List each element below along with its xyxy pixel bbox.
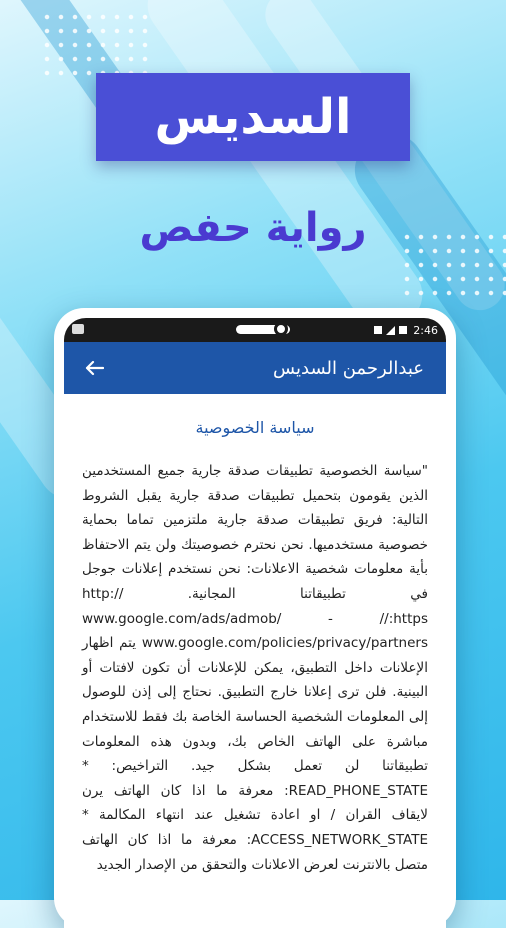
arrow-left-icon bbox=[84, 360, 104, 376]
policy-text: "سياسة الخصوصية تطبيقات صدقة جارية جميع المستخدمين الذين يقومون بتحميل تطبيقات صدقة جارية يقبل الشروط التالية: فريق تطبيقات صدقة جارية ملتزمين تماما بحماية خصوصية مستخدميها. نحن نحترم خصوصيتك ولن يتم الاحتفاظ بأية معلومات شخصية الاعلانات: نحن نستخدم إعلانات جوجل في تطبيقاتنا المجانية. //:http www.google.com/ads/admob/ - //:https www.google.com/policies/privacy/partners يتم اظهار الإعلانات داخل التطبيق، يمكن للإعلانات أن تكون لافتات أو البينية. فلن ترى إعلانا خارج التطبيق. نحتاج إلى إذن للوصول إلى المعلومات الشخصية الحساسة الخاصة بك فقط للاستخدام مباشرة على الهاتف الخاص بك، وبدون هذه المعلومات تطبيقاتنا لن تعمل بشكل جيد. التراخيص: * READ_PHONE_STATE: معرفة ما اذا كان الهاتف يرن لايقاف القران / او اعادة تشغيل عند انتهاء المكالمة * ACCESS_NETWORK_STATE: معرفة ما اذا كان الهاتف متصل بالانترنت لعرض الاعلانات والتحقق من الإصدار الجديد bbox=[82, 463, 428, 873]
status-bar bbox=[64, 318, 446, 342]
page-title: سياسة الخصوصية bbox=[195, 418, 315, 437]
background-dots bbox=[40, 10, 150, 80]
status-time: 2:46 bbox=[413, 323, 438, 337]
wifi-icon bbox=[374, 326, 382, 334]
signal-icon bbox=[386, 326, 395, 335]
back-button[interactable] bbox=[76, 354, 112, 382]
status-icons bbox=[374, 326, 407, 335]
notification-icon bbox=[72, 324, 84, 334]
app-title: عبدالرحمن السديس bbox=[273, 357, 424, 379]
banner-subtitle: رواية حفص bbox=[139, 205, 367, 251]
policy-content[interactable] bbox=[64, 394, 446, 877]
battery-icon bbox=[399, 326, 407, 334]
app-bar bbox=[64, 342, 446, 394]
camera-icon bbox=[274, 322, 288, 336]
phone-screen bbox=[64, 318, 446, 928]
banner-title: السديس bbox=[96, 73, 410, 161]
phone-frame bbox=[54, 308, 456, 928]
